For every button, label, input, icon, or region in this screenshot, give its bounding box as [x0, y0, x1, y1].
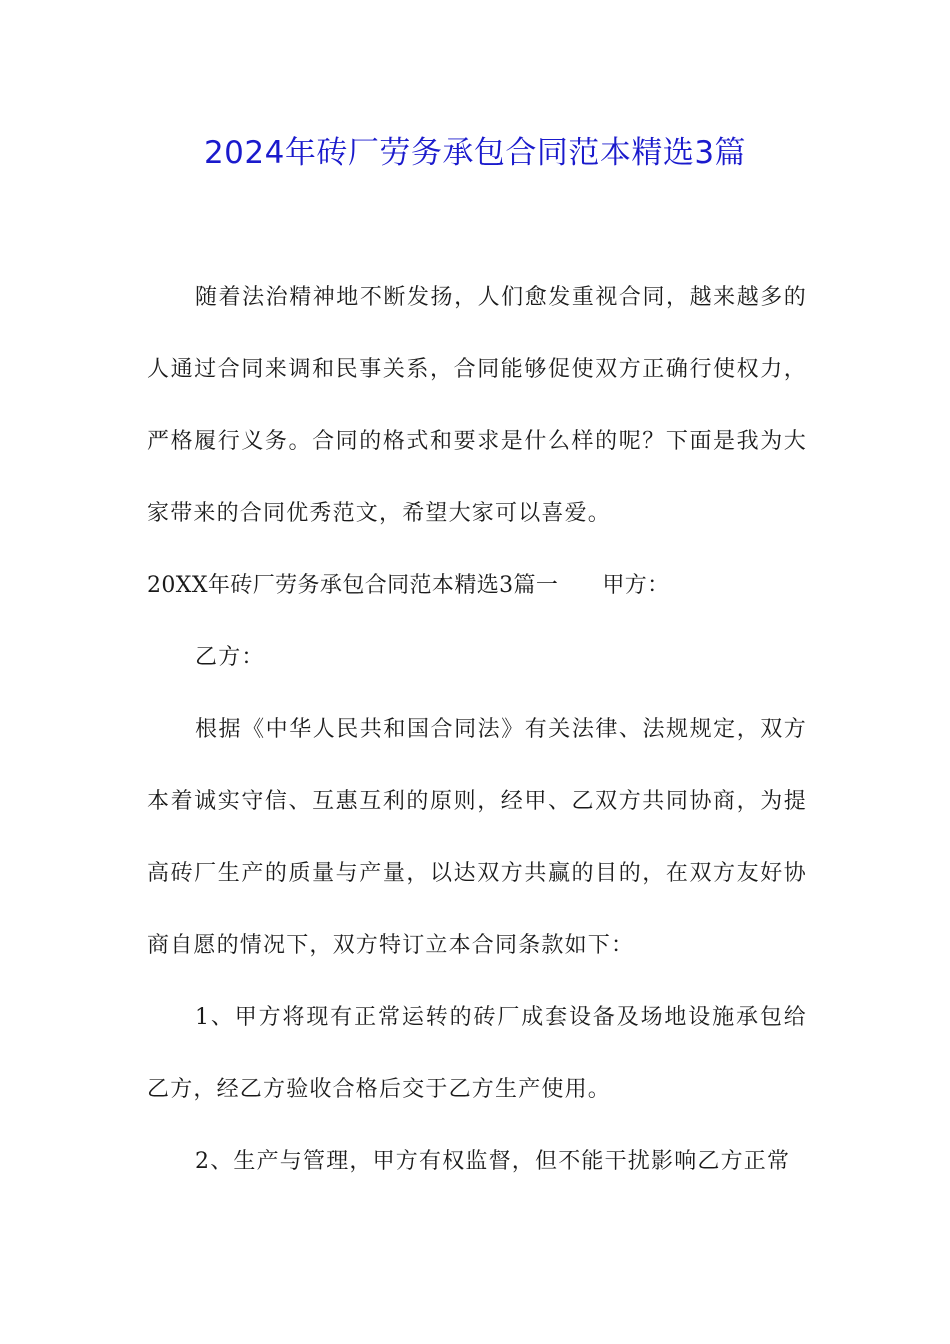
party-a-label: 甲方： — [602, 573, 670, 598]
section-heading: 20XX年砖厂劳务承包合同范本精选3篇一 — [147, 573, 559, 598]
document-body — [147, 262, 807, 1198]
party-b-label: 乙方： — [195, 645, 265, 670]
section-heading-line — [147, 550, 807, 622]
clause-1-paragraph: 1、甲方将现有正常运转的砖厂成套设备及场地设施承包给乙方，经乙方验收合格后交于乙方生产使用。 — [147, 1005, 807, 1102]
clause-2-paragraph: 2、生产与管理，甲方有权监督，但不能干扰影响乙方正常 — [195, 1149, 791, 1174]
document-title: 2024年砖厂劳务承包合同范本精选3篇 — [203, 135, 747, 171]
intro-paragraph: 随着法治精神地不断发扬，人们愈发重视合同，越来越多的人通过合同来调和民事关系，合同能够促使双方正确行使权力，严格履行义务。合同的格式和要求是什么样的呢？下面是我为大家带来的合同优秀范文，希望大家可以喜爱。 — [147, 285, 807, 526]
preamble-paragraph: 根据《中华人民共和国合同法》有关法律、法规规定，双方本着诚实守信、互惠互利的原则，经甲、乙双方共同协商，为提高砖厂生产的质量与产量，以达双方共赢的目的，在双方友好协商自愿的情况下，双方特订立本合同条款如下： — [147, 717, 807, 958]
